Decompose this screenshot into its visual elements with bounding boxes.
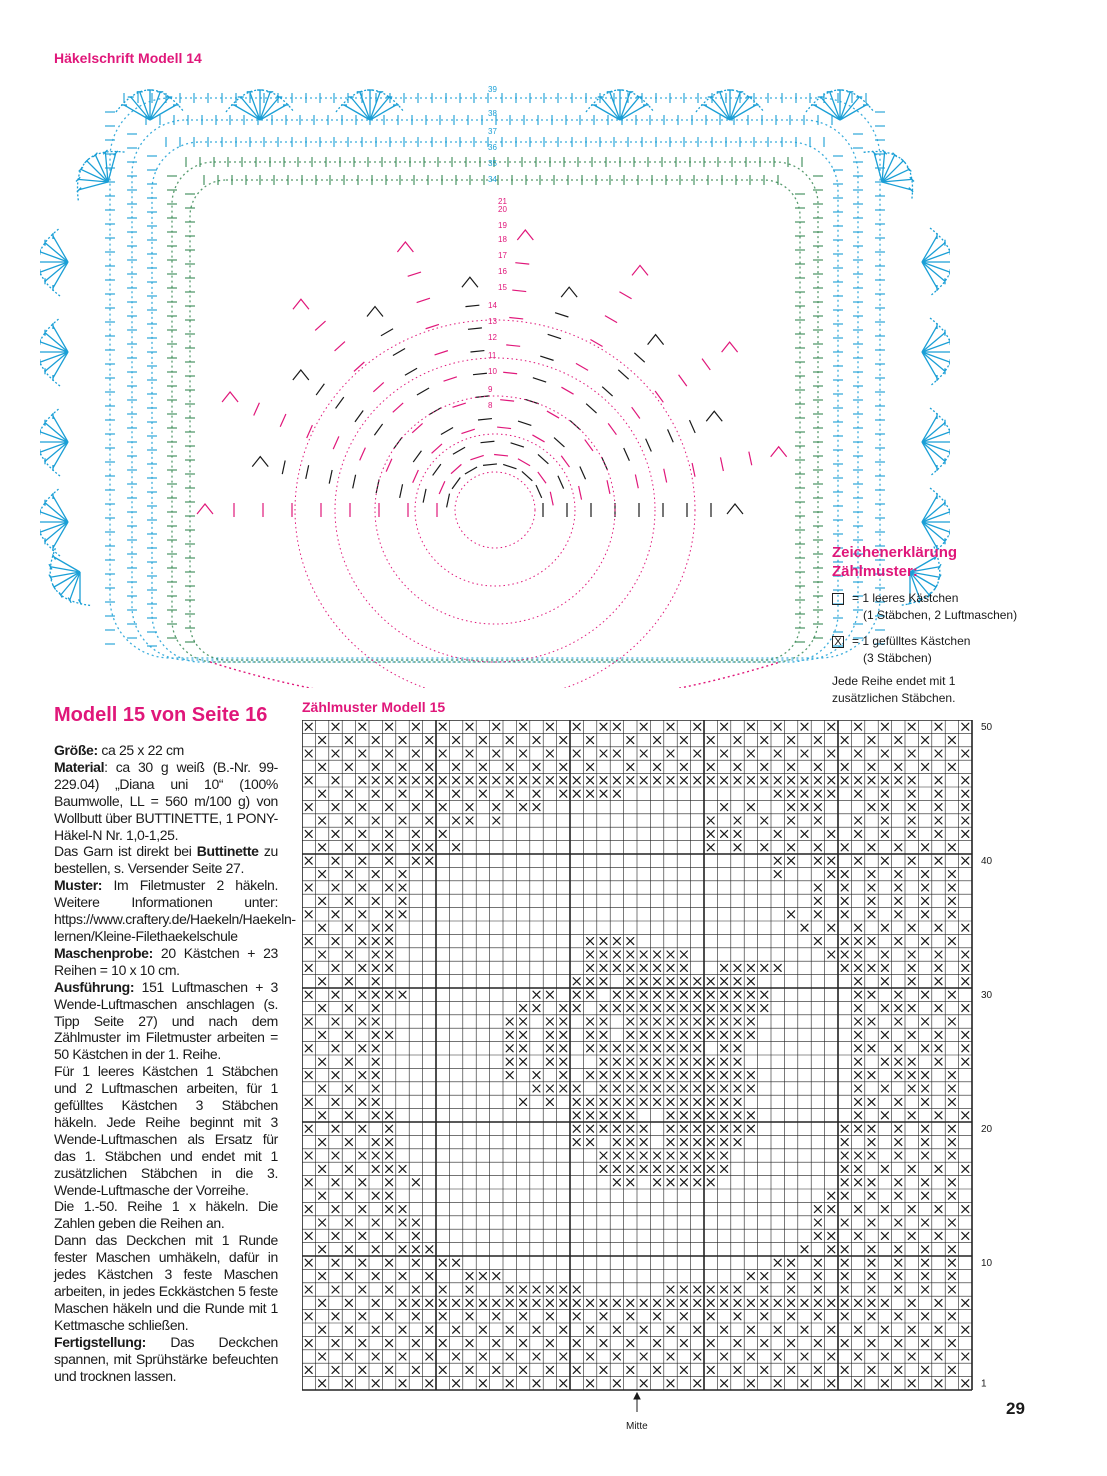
star-spoke bbox=[518, 265, 648, 465]
star-ring bbox=[335, 358, 655, 662]
scallop-fan bbox=[922, 408, 950, 476]
scallop-fan bbox=[63, 137, 132, 206]
gauge-value: 20 Kästchen + 23 Reihen = 10 x 10 cm. bbox=[54, 944, 278, 978]
chart14-row-number: 15 bbox=[498, 283, 507, 292]
star-lower-fringe bbox=[210, 662, 780, 688]
counting-chart-grid bbox=[302, 720, 1002, 1420]
legend-filled-line1: = 1 gefülltes Kästchen bbox=[852, 634, 971, 648]
row-label: 10 bbox=[981, 1258, 993, 1269]
finish-label: Fertigstellung: bbox=[54, 1333, 146, 1350]
legend-empty-line1: = 1 leeres Kästchen bbox=[852, 591, 959, 605]
legend-empty-box bbox=[832, 590, 1092, 624]
scallop-fan bbox=[586, 90, 654, 120]
frame-round bbox=[132, 120, 858, 660]
legend-filled-line2: (3 Stäbchen) bbox=[863, 651, 932, 665]
scallop-fan bbox=[40, 543, 97, 617]
chart14-row-number: 9 bbox=[488, 385, 493, 394]
scallop-fan bbox=[858, 137, 927, 206]
chart14-row-number: 35 bbox=[488, 159, 497, 168]
boxes-paragraph: Für 1 leeres Kästchen 1 Stäbchen und 2 Luftmaschen arbeiten, für 1 gefülltes Kästchen 3 Stäbchen häkeln. Jede Reihe beginnt mit 3 Wende-Luftmaschen als Ersatz für das 1. Stäbchen und endet mit 1 zusätzlichen Stäbchen in die 3. Wende-Luftmasche der Vorreihe. bbox=[54, 1063, 278, 1198]
chart14-row-number: 17 bbox=[498, 251, 507, 260]
rows-paragraph: Die 1.-50. Reihe 1 x häkeln. Die Zahlen geben die Reihen an. bbox=[54, 1198, 278, 1232]
size-label: Größe: bbox=[54, 742, 98, 758]
yarn-text-2: zu bestellen, s. Versender Seite 27. bbox=[54, 843, 278, 877]
chart14-row-number: 21 bbox=[498, 197, 507, 206]
material-label: Material bbox=[54, 758, 105, 775]
mitte-arrow bbox=[634, 1393, 640, 1412]
legend-filled-box bbox=[832, 633, 1092, 667]
chart14-row-number: 16 bbox=[498, 267, 507, 276]
chart14-row-number: 12 bbox=[488, 333, 497, 342]
star-ring bbox=[415, 434, 575, 586]
model15-title: Modell 15 von Seite 16 bbox=[54, 704, 268, 726]
chart14-row-number: 38 bbox=[488, 109, 497, 118]
yarn-text-1: Das Garn ist direkt bei bbox=[54, 843, 197, 860]
scallop-fan bbox=[806, 90, 874, 120]
scallop-fan bbox=[336, 90, 404, 120]
scallop-fan bbox=[40, 228, 68, 296]
chart14-row-number: 19 bbox=[498, 221, 507, 230]
empty-box-icon bbox=[832, 593, 844, 605]
crochet-chart-14 bbox=[40, 62, 950, 688]
chart14-row-number: 10 bbox=[488, 367, 497, 376]
scallop-fan bbox=[40, 318, 68, 386]
legend-title-line2: Zählmuster: bbox=[832, 563, 918, 580]
star-spoke bbox=[503, 287, 577, 469]
star-spoke bbox=[397, 242, 483, 460]
star-spoke bbox=[550, 447, 786, 506]
chart14-row-number: 8 bbox=[488, 401, 493, 410]
material-value: : ca 30 g weiß (B.-Nr. 99-229.04) „Diana uni 10“ (100% Baumwolle, LL = 560 m/100 g) von Wollbutt über BUTTINETTE, 1 PONY-Häkel-N Nr. 1,0-1,25. bbox=[54, 758, 278, 843]
yarn-bold: Buttinette bbox=[196, 843, 259, 860]
chart14-row-number: 39 bbox=[488, 85, 497, 94]
execution-value: 151 Luftmaschen + 3 Wende-Luftmaschen anschlagen (s. Tipp Seite 27) und nach dem Zählmuster im Filetmuster arbeiten = 50 Kästchen in der 1. Reihe. bbox=[54, 978, 278, 1063]
counting-chart-title: Zählmuster Modell 15 bbox=[302, 699, 446, 715]
chart14-row-number: 36 bbox=[488, 143, 497, 152]
legend bbox=[832, 543, 1092, 707]
chart14-star-motif bbox=[197, 230, 787, 688]
chart14-row-number: 14 bbox=[488, 301, 497, 310]
finish-value: Das Deckchen spannen, mit Sprühstärke befeuchten und trocknen lassen. bbox=[54, 1333, 278, 1384]
edge-paragraph: Dann das Deckchen mit 1 Runde fester Maschen umhäkeln, dafür in jedes Kästchen 3 feste Maschen arbeiten, in jedes Eckkästchen 5 feste Maschen häkeln und die Runde mit 1 Kettmasche schließen. bbox=[54, 1232, 278, 1333]
crochet-chart-14-title: Häkelschrift Modell 14 bbox=[54, 50, 202, 66]
chart14-row-number: 37 bbox=[488, 127, 497, 136]
row-label: 20 bbox=[981, 1124, 993, 1135]
star-spoke bbox=[293, 370, 460, 489]
chart14-row-number: 13 bbox=[488, 317, 497, 326]
row-label: 1 bbox=[981, 1378, 987, 1390]
chart14-row-numbers bbox=[488, 85, 507, 410]
star-ring bbox=[375, 396, 615, 624]
chart14-row-number: 11 bbox=[488, 351, 497, 360]
scallop-fan bbox=[40, 488, 68, 556]
legend-title-line1: Zeichenerklärung bbox=[832, 544, 958, 561]
mitte-label: Mitte bbox=[626, 1421, 648, 1432]
star-spoke bbox=[538, 342, 738, 483]
star-ring bbox=[455, 472, 535, 548]
chart14-row-number: 18 bbox=[498, 235, 507, 244]
star-spoke bbox=[543, 503, 743, 517]
chart14-row-number: 34 bbox=[488, 175, 497, 184]
star-spoke bbox=[252, 457, 449, 508]
frame-round bbox=[190, 180, 800, 660]
chart14-row-number: 20 bbox=[498, 205, 507, 214]
size-value: ca 25 x 22 cm bbox=[97, 742, 184, 758]
model15-instructions bbox=[54, 742, 296, 1384]
row-label: 30 bbox=[981, 990, 993, 1001]
frame-round bbox=[152, 142, 838, 662]
legend-note-line1: Jede Reihe endet mit 1 bbox=[832, 674, 956, 688]
gauge-label: Maschenprobe: bbox=[54, 944, 153, 961]
page-number: 29 bbox=[1006, 1399, 1025, 1418]
row-label: 40 bbox=[981, 856, 993, 867]
star-spoke bbox=[494, 230, 533, 456]
star-spoke bbox=[222, 392, 445, 494]
row-label: 50 bbox=[981, 722, 993, 733]
scallop-fan bbox=[40, 408, 68, 476]
filled-box-icon: X bbox=[832, 636, 844, 648]
star-spoke bbox=[197, 503, 437, 517]
scallop-fan bbox=[922, 228, 950, 296]
pattern-label: Muster: bbox=[54, 877, 103, 894]
legend-empty-line2: (1 Stäbchen, 2 Luftmaschen) bbox=[863, 608, 1018, 622]
scallop-fan bbox=[922, 318, 950, 386]
star-spoke bbox=[367, 307, 477, 474]
frame-round bbox=[172, 162, 818, 662]
pattern-value: Im Filetmuster 2 häkeln. Weitere Informationen unter: https://www.craftery.de/Haekeln/Haekeln-lernen/Kleine-Filethaekelschule bbox=[54, 877, 296, 944]
legend-note-line2: zusätzlichen Stäbchen. bbox=[832, 691, 956, 705]
execution-label: Ausführung: bbox=[54, 978, 135, 995]
star-spoke bbox=[536, 411, 722, 498]
